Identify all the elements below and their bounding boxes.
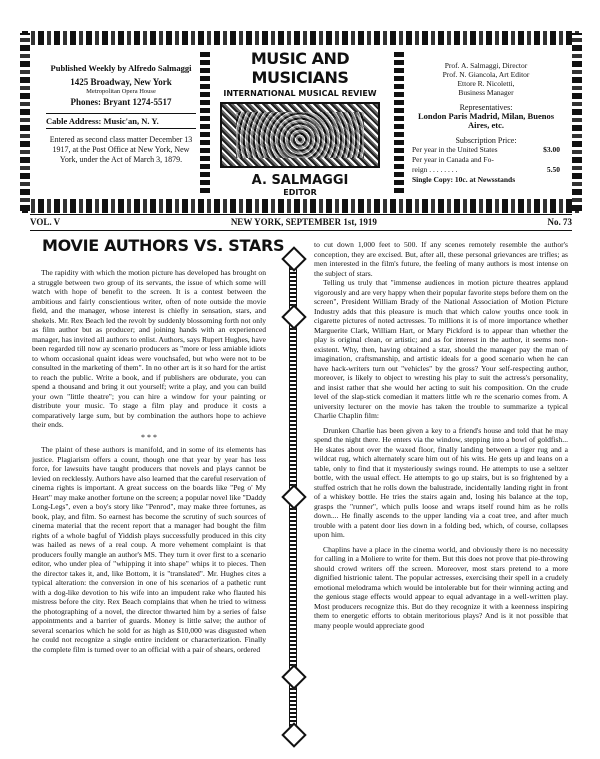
price-value: $3.00 bbox=[543, 145, 560, 154]
entry-notice: Entered as second class matter December 13 1917, at the Post Office at New York, New York, under the Act of March 3, 1879. bbox=[49, 135, 193, 164]
price-label: Per year in the United States bbox=[412, 145, 498, 154]
column-ornament bbox=[285, 248, 299, 744]
representatives-cities: London Paris Madrid, Milan, Buenos Aires, etc. bbox=[417, 111, 555, 130]
issue-number: No. 73 bbox=[547, 217, 572, 227]
masthead bbox=[22, 33, 580, 211]
paragraph: The plaint of these authors is manifold, and in some of its elements has justice. Plagiarism offers a count, though one that year by year has less force, for lawsuits have taught producers that novels and plays cannot be levied on recklessly. Authors have also learned that the careful reservation of cinema rights is important. A great success on the boards like "Peg o' My Heart" may make another fortune on the screen; a popular novel like "Daddy Long-Legs", even a boy's story like "Penrod", may make three fortunes, as book, play, and film. So earnest has become the scrutiny of such sources of cinema material that the recent report that a manager had bought the film rights of a whole bagful of Yiddish plays successfully produced in this city was hailed as news of a real coup. A more vehement complaint is that producers foully mangle an author's MS. They turn it over first to a scenario editor, who under plea of "whipping it into shape" whips it to pieces. Then the director takes it, and, like Bottom, it is "translated". Mr. Hughes cites a typical alteration: the conversion in one of his scenarios of a pathetic runt with a dog-like devotion to his wife into an impudent rake who flauted his mistress before the city. Rex Beach complains that when he tried to witness the photographing of a novel, the director thwarted him by a series of false appointments and a barrier of guards. Money is little salve; the author of several scenarios which he sold for as high as $10,000 was disgusted when he could not recognize a single entire incident or characterization. Finally the complete film is turned over to an official with a pair of shears, ordered bbox=[32, 445, 266, 654]
ornament-knot bbox=[281, 722, 306, 747]
vine-border-right bbox=[572, 33, 582, 211]
paragraph: to cut down 1,000 feet to 500. If any scenes remotely resemble the author's conception, they are excised. But, after all, these personal grievances are trifles; as men interested in the film's future, the feeling of many authors is most intense on the subject of stars. bbox=[314, 240, 568, 278]
ornament-knot bbox=[281, 304, 306, 329]
masthead-center bbox=[212, 47, 388, 197]
price-label: Single Copy: 10c. at Newsstands bbox=[412, 175, 516, 184]
publisher-phone: Phones: Bryant 1274-5517 bbox=[70, 97, 172, 107]
cable-address: Cable Address: Music'an, N. Y. bbox=[46, 113, 196, 129]
masthead-divider-left bbox=[200, 51, 210, 193]
article-column-right bbox=[314, 240, 568, 630]
rule-top bbox=[30, 214, 572, 215]
price-value: 5.50 bbox=[546, 165, 560, 174]
vine-border-top bbox=[22, 31, 580, 45]
ornament-knot bbox=[281, 246, 306, 271]
ornament-knot bbox=[281, 484, 306, 509]
representatives-label: Representatives: bbox=[459, 103, 513, 112]
staff-line: Prof. N. Giancola, Art Editor bbox=[442, 70, 530, 79]
ornament-knot bbox=[281, 664, 306, 689]
publisher-line: Published Weekly by Alfredo Salmaggi bbox=[50, 63, 192, 73]
staff-info bbox=[412, 61, 560, 185]
publisher-address: 1425 Broadway, New York bbox=[70, 77, 172, 87]
volume-number: VOL. V bbox=[30, 217, 61, 227]
paragraph: Chaplins have a place in the cinema world, and obviously there is no necessity for calling in a Moliere to write for them. But this does not prove that pie-throwing should crowd writers off the screen. Moreover, most stars pretend to a more dignified histrionic talent. The popular actresses, exercising their spell in a crudely emotional melodrama which would be intolerable but for their winning acting and the genious stage effects would appear to equal advantage in a well-written play. Most producers recognize this. But do they recognize it with a keenness inspiring them to energetic efforts to obtain meritorious plays? And is it not possible that many people would appreciate good bbox=[314, 544, 568, 630]
price-label: reign . . . . . . . . bbox=[412, 165, 458, 174]
publication-subtitle: INTERNATIONAL MUSICAL REVIEW bbox=[223, 89, 377, 98]
article-column-left bbox=[32, 268, 266, 654]
representatives bbox=[412, 103, 560, 130]
publisher-info bbox=[46, 63, 196, 165]
vine-border-bottom bbox=[22, 199, 580, 213]
rule-bottom bbox=[30, 230, 572, 231]
publication-title: MUSIC AND MUSICIANS bbox=[250, 49, 350, 87]
price-row bbox=[412, 175, 560, 185]
paragraph: The rapidity with which the motion picture has developed has brought on a struggle between two group of its servants, the issue of which some will watch with hope of benefit to the screen. It is a contest between the ambitious and fairly conscientious writer, often of note outside the movie field, and the manager, whose interest is chiefly in sensation, stars, and shekels. Mr. Rex Beach led the revolt by suddenly blossoming forth not only as film author but as producer; and joining hands with an experienced manager, has invited all authors to enlist. Authors, says Rupert Hughes, have been regarded till now ay scenario producers as "more or less amiable idiots to whom occasional quaint ideas were vouchsafed, but who were not to be consulted in the marketing of them". In no other art is it so hard for the artist to reach the public. Write a book, and if publishers are obdurate, you can spend a thousand and bring it out yourself; write a play, and you can build your own "little theatre"; you can hire a window for your painting or distribute your music. To stage a film play and produce it costs a comparatively large sum, but by combination the authors hope to achieve their ends. bbox=[32, 268, 266, 429]
price-list bbox=[412, 145, 560, 185]
price-row bbox=[412, 145, 560, 155]
price-label: Per year in Canada and Fo- bbox=[412, 155, 494, 164]
quoted-paragraph: Drunken Charlie has been given a key to a friend's house and told that he may spend the night there. He enters via the window, stepping into a bowl of goldfish... He skates about over the waxed floor, finally landing between a tiger rug and a wildcat rug, which alternately scare him out of his wits. He gets up and leans on a table, only to find that it mysteriously swings round. He attempts to use a seltzer bottle, with the usual effect. He attempts to go up stairs, but is so frightened by a stuffed ostrich that he rolls down the balustrade, incidentally landing right in front of a whiskey bottle. He tries the stairs again and, losing his balance at the top, grasps the "runner", which pulls loose and wraps itself round him as he rolls down.... He finally ascends to the upper landing via a coat tree, and after much trouble with a patent door lies down in a folding bed, which, of course, collapses upon him. bbox=[314, 425, 568, 539]
masthead-divider-right bbox=[394, 51, 404, 193]
editor-box bbox=[230, 173, 370, 197]
subscription-label: Subscription Price: bbox=[455, 136, 517, 145]
staff-line: Business Manager bbox=[458, 88, 514, 97]
engraving-panel-image bbox=[220, 102, 380, 168]
article-headline: MOVIE AUTHORS VS. STARS bbox=[42, 236, 285, 255]
staff-line: Prof. A. Salmaggi, Director bbox=[444, 61, 528, 70]
staff-line: Ettore R. Nicoletti, bbox=[457, 79, 515, 88]
editor-name: A. SALMAGGI bbox=[251, 173, 349, 188]
price-row bbox=[412, 165, 560, 175]
vine-border-left bbox=[20, 33, 30, 211]
section-separator: * * * bbox=[141, 432, 157, 442]
publisher-building: Metropolitan Opera House bbox=[86, 88, 156, 95]
editor-role: EDITOR bbox=[283, 188, 317, 197]
issue-date: NEW YORK, SEPTEMBER 1st, 1919 bbox=[230, 217, 377, 227]
paragraph: Telling us truly that "immense audiences in motion picture theatres applaud vigorously and are very happy when their popular favorite steps before them on the screen", President William Brady of the National Association of Motion Picture Industry adds that this pleasure is much that which calow youths once took in cigarette pictures of noted actresses. To millions it is of more importance whether Marguerite Clark, William Hart, or Mary Pickford is to appear than whether the play is original clean, or artistic; and as for interest in the author, it seems non-existent. Why, then, having obtained a star, should the manager pay the man of imagination, craftsmanship, and artistic ideals for a good scenario when he can have hack-writers turn out "vehicles" by the gross? Your self-respecting author, moreover, is likely to object to wresting his play to suit the actress's personality, and insist rather that she would her acting to suit his composition. On the crude level of the slap-stick comedian it matters little wh re the scenario comes from. A university lecturer on the movie has taken the trouble to summarize a typical Charlie Chaplin film: bbox=[314, 278, 568, 420]
dateline bbox=[30, 217, 572, 227]
price-row bbox=[412, 155, 560, 165]
